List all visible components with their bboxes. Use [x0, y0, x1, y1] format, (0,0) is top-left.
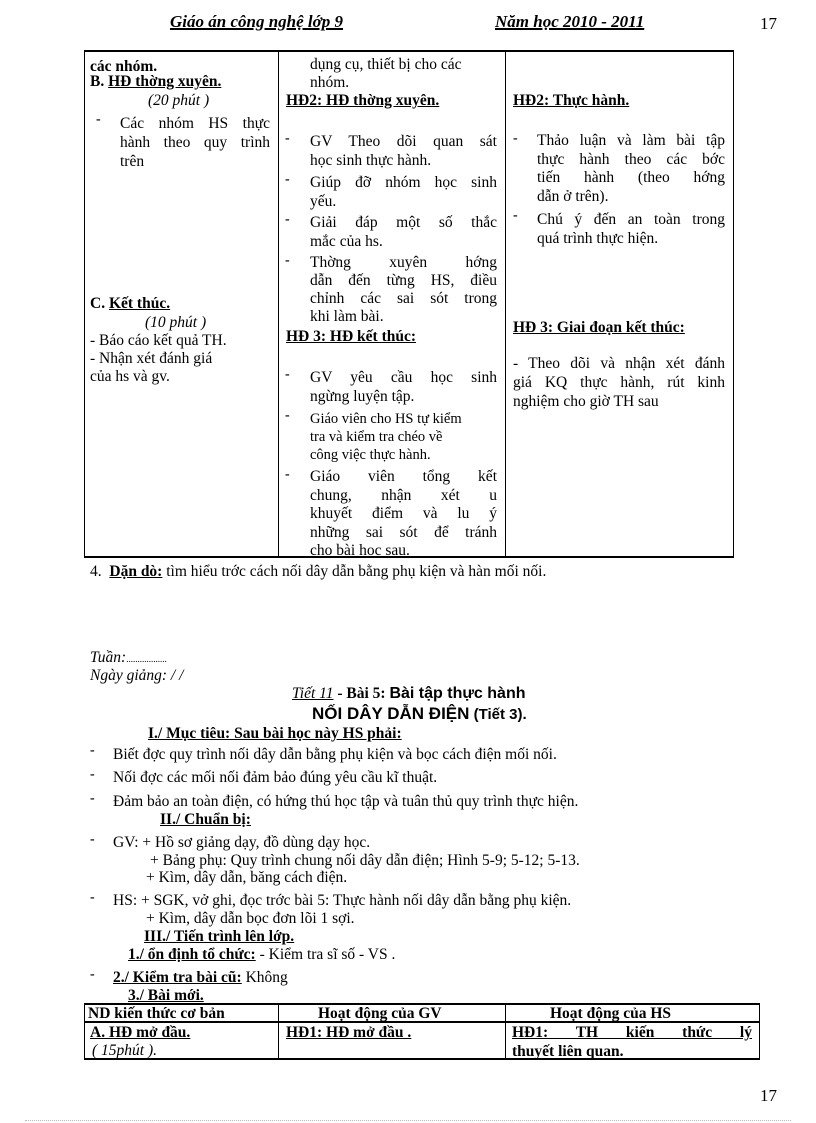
bullet-icon: - [90, 767, 95, 782]
col2-text-2: nhóm. [310, 74, 350, 91]
student-prep-1: HS: + SGK, vở ghi, đọc trớc bài 5: Thực hành nối dây dẫn bằng phụ kiện. [113, 892, 572, 909]
homework-line [90, 562, 546, 581]
bullet-icon: - [513, 131, 518, 146]
col2-bullet-4: Thờng xuyên hớng dẫn đến từng HS, điều chỉnh các sai sót trong khi làm bài. [310, 254, 497, 325]
col3-heading-hd3: HĐ 3: Giai đoạn kết thúc: [513, 319, 685, 336]
table2-header-student: Hoạt động của HS [550, 1005, 672, 1022]
bullet-icon: - [285, 367, 290, 382]
col2-text-1: dụng cụ, thiết bị cho các [310, 56, 462, 73]
bullet-icon: - [285, 408, 290, 423]
section-b-title: HĐ thờng xuyên. [108, 73, 222, 90]
section-c-letter: C. [90, 295, 109, 312]
bullet-icon: - [285, 212, 290, 227]
col2-heading-hd2: HĐ2: HĐ thờng xuyên. [286, 92, 440, 109]
col3-paragraph: - Theo dõi và nhận xét đánh giá KQ thực hành, rút kinh nghiệm cho giờ TH sau [513, 355, 725, 410]
section-c-duration: (10 phút ) [145, 314, 207, 331]
col1-evaluate-1: - Nhận xét đánh giá [90, 350, 213, 367]
lesson-title-line-2 [312, 704, 527, 724]
page-number-top: 17 [760, 14, 777, 33]
col2-bullet-3: Giải đáp một số thắc mắc của hs. [310, 214, 497, 250]
col1-report: - Báo cáo kết quả TH. [90, 332, 227, 349]
bullet-icon: - [513, 208, 518, 223]
homework-number: 4. [90, 563, 102, 580]
bullet-icon: - [285, 131, 290, 146]
header-school-year: Năm học 2010 - 2011 [495, 12, 645, 31]
lesson-period-note: (Tiết 3). [469, 706, 527, 723]
teacher-prep-1: GV: + Hồ sơ giảng dạy, đồ dùng dạy học. [113, 834, 371, 851]
table2-section-a-duration: ( 15phút ). [92, 1042, 158, 1059]
section-b-duration: (20 phút ) [148, 92, 210, 109]
col3-heading-hd2: HĐ2: Thực hành. [513, 92, 630, 109]
col2-heading-hd3: HĐ 3: HĐ kết thúc: [286, 328, 417, 345]
lesson-period: Tiết 11 [292, 685, 334, 702]
col1-text: các nhóm. [90, 58, 158, 75]
col1-bullet-1: Các nhóm HS thực hành theo quy trình trên [120, 115, 270, 170]
table2-header-teacher: Hoạt động của GV [318, 1005, 442, 1022]
bullet-icon: - [90, 967, 95, 982]
teaching-date: Ngày giảng: / / [90, 667, 184, 684]
table2-section-a: A. HĐ mở đầu. [90, 1024, 191, 1041]
new-lesson-heading: 3./ Bài mới. [128, 987, 204, 1004]
objectives-heading: I./ Mục tiêu: Sau bài học này HS phải: [148, 725, 402, 742]
page-number-bottom: 17 [760, 1086, 777, 1105]
homework-text: tìm hiểu trớc cách nối dây dẫn bằng phụ kiện và hàn mối nối. [162, 563, 547, 580]
col2-bullet-7: Giáo viên tổng kết chung, nhận xét u khuyết điểm và lu ý những sai sót để tránh cho bài học sau. [310, 468, 497, 559]
bullet-icon: - [90, 890, 95, 905]
objective-3: Đảm bảo an toàn điện, có hứng thú học tập và tuân thủ quy trình thực hiện. [113, 793, 579, 810]
col2-bullet-6: Giáo viên cho HS tự kiểm tra và kiểm tra chéo về công việc thực hành. [310, 411, 462, 463]
old-lesson-check: 2./ Kiểm tra bài cũ: Không [113, 969, 288, 986]
table2-student-hd1: HĐ1: TH kiến thức lý thuyết liên quan. [512, 1024, 752, 1060]
col2-bullet-2: Giúp đỡ nhóm học sinh yếu. [310, 174, 497, 210]
bullet-icon: - [285, 253, 290, 268]
student-prep-2: + Kìm, dây dẫn bọc đơn lõi 1 sợi. [146, 910, 355, 927]
col2-bullet-1: GV Theo dõi quan sát học sinh thực hành. [310, 133, 497, 169]
bullet-icon: - [90, 791, 95, 806]
col1-evaluate-2: của hs và gv. [90, 368, 170, 385]
section-b-letter: B. [90, 73, 109, 90]
lesson-title-line-1 [292, 684, 526, 703]
objective-1: Biết đợc quy trình nối dây dẫn bằng phụ kiện và bọc cách điện mối nối. [113, 746, 557, 763]
col3-bullet-2: Chú ý đến an toàn trong quá trình thực hiện. [537, 211, 725, 247]
bullet-icon: - [96, 112, 101, 127]
week-label: Tuần: [90, 649, 127, 666]
preparation-heading: II./ Chuẩn bị: [160, 811, 251, 828]
section-b-heading [90, 72, 221, 91]
header-course-title: Giáo án công nghệ lớp 9 [170, 12, 344, 31]
bullet-icon: - [285, 467, 290, 482]
lesson-topic: Bài tập thực hành [389, 685, 526, 702]
lesson-unit: - Bài 5: [333, 685, 390, 702]
table2-teacher-hd1: HĐ1: HĐ mở đầu . [286, 1024, 412, 1041]
objective-2: Nối đợc các mối nối đảm bảo đúng yêu cầu kĩ thuật. [113, 769, 438, 786]
bullet-icon: - [285, 172, 290, 187]
bullet-icon: - [90, 743, 95, 758]
procedure-heading: III./ Tiến trình lên lớp. [144, 928, 295, 945]
section-c-title: Kết thúc. [108, 295, 171, 312]
teacher-prep-3: + Kìm, dây dẫn, băng cách điện. [146, 869, 348, 886]
teacher-prep-2: + Bảng phụ: Quy trình chung nối dây dẫn điện; Hình 5-9; 5-12; 5-13. [150, 852, 580, 869]
lesson-main-title: NỐI DÂY DẪN ĐIỆN [312, 704, 470, 723]
class-organization: 1./ ổn định tổ chức: - Kiểm tra sĩ số - VS . [128, 946, 396, 963]
homework-label: Dặn dò: [109, 563, 163, 580]
col2-bullet-5: GV yêu cầu học sinh ngừng luyện tập. [310, 369, 497, 405]
week-dots: .................. [126, 654, 167, 664]
bullet-icon: - [90, 832, 95, 847]
col3-bullet-1: Thảo luận và làm bài tập thực hành theo các bớc tiến hành (theo hớng dẫn ở trên). [537, 132, 725, 205]
table2-header-content: ND kiến thức cơ bản [88, 1005, 225, 1022]
page-bottom-divider [25, 1120, 791, 1121]
section-c-heading [90, 294, 170, 313]
